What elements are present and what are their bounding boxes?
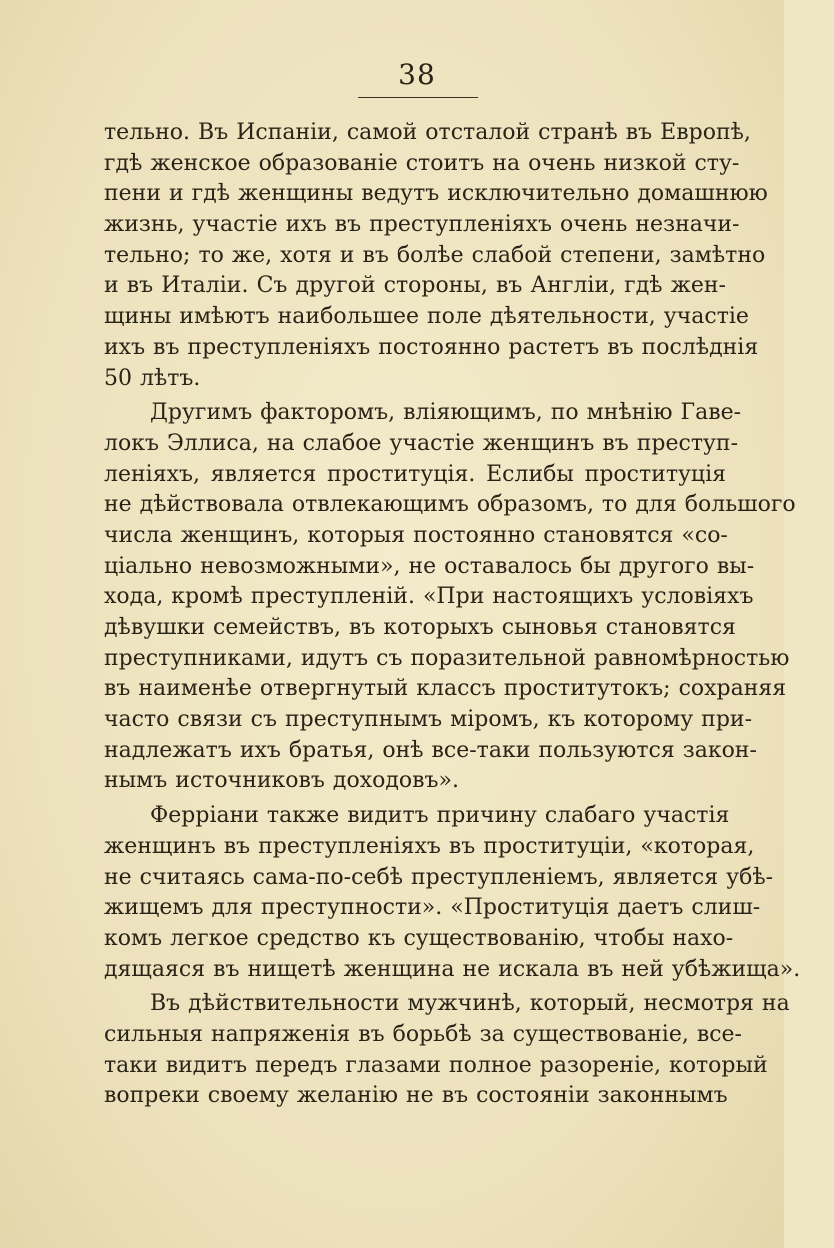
text-line: Ферріани также видитъ причину слабаго участія: [150, 803, 730, 829]
text-line: жизнь, участіе ихъ въ преступленіяхъ очень незначи-: [104, 212, 740, 238]
text-line: дящаяся въ нищетѣ женщина не искала въ ней убѣжища».: [104, 956, 801, 982]
text-line: и въ Италіи. Съ другой стороны, въ Англіи, гдѣ жен-: [104, 273, 726, 299]
text-line: преступниками, идутъ съ поразительной равномѣрностью: [104, 645, 790, 671]
text-line: гдѣ женское образованіе стоитъ на очень низкой сту-: [104, 150, 740, 176]
text-line: тельно. Въ Испаніи, самой отсталой странѣ въ Европѣ,: [104, 120, 751, 145]
text-line: нымъ источниковъ доходовъ».: [104, 768, 459, 794]
text-line: числа женщинъ, которыя постоянно становятся «со-: [104, 522, 728, 548]
text-line: ціально невозможными», не оставалось бы другого вы-: [104, 553, 755, 579]
text-line: дѣвушки семействъ, въ которыхъ сыновья становятся: [104, 615, 736, 640]
text-line: тельно; то же, хотя и въ болѣе слабой степени, замѣтно: [104, 242, 766, 268]
text-line: 50 лѣтъ.: [104, 365, 201, 391]
text-line: локъ Эллиса, на слабое участіе женщинъ въ преступ-: [104, 430, 739, 456]
text-line: Въ дѣйствительности мужчинѣ, который, несмотря на: [150, 991, 790, 1017]
text-line: леніяхъ, является проституція. Еслибы проституція: [104, 461, 726, 487]
text-line: Другимъ факторомъ, вліяющимъ, по мнѣнію Гавe-: [150, 400, 742, 426]
text-line: хода, кромѣ преступленій. «При настоящихъ условіяхъ: [104, 584, 754, 610]
text-line: сильныя напряженія въ борьбѣ за существованіе, все-: [104, 1021, 742, 1047]
text-line: щины имѣютъ наибольшее поле дѣятельности, участіе: [104, 304, 749, 330]
text-line: пени и гдѣ женщины ведутъ исключительно домашнюю: [104, 181, 768, 207]
text-line: надлежатъ ихъ братья, онѣ все-таки пользуются закон-: [104, 737, 757, 763]
text-line: въ наименѣе отвергнутый классъ проститутокъ; сохраняя: [104, 676, 787, 702]
text-line: часто связи съ преступнымъ міромъ, къ которому при-: [104, 707, 753, 733]
text-line: жищемъ для преступности». «Проституція даетъ слиш-: [104, 895, 761, 921]
page-number: 38: [398, 58, 436, 91]
header-rule: [358, 97, 478, 98]
text-line: вопреки своему желанію не въ состояніи законнымъ: [104, 1083, 728, 1109]
text-line: женщинъ въ преступленіяхъ въ проституціи, «которая,: [104, 833, 755, 859]
text-line: не дѣйствовала отвлекающимъ образомъ, то для большого: [104, 492, 796, 518]
text-line: не считаясь сама-по-себѣ преступленіемъ, является убѣ-: [104, 864, 774, 890]
body-text: [104, 118, 801, 1112]
text-line: комъ легкое средство къ существованію, чтобы нахо-: [104, 925, 734, 951]
text-line: ихъ въ преступленіяхъ постоянно растетъ въ послѣднія: [104, 334, 759, 360]
text-line: таки видитъ передъ глазами полное разореніе, который: [104, 1052, 768, 1078]
